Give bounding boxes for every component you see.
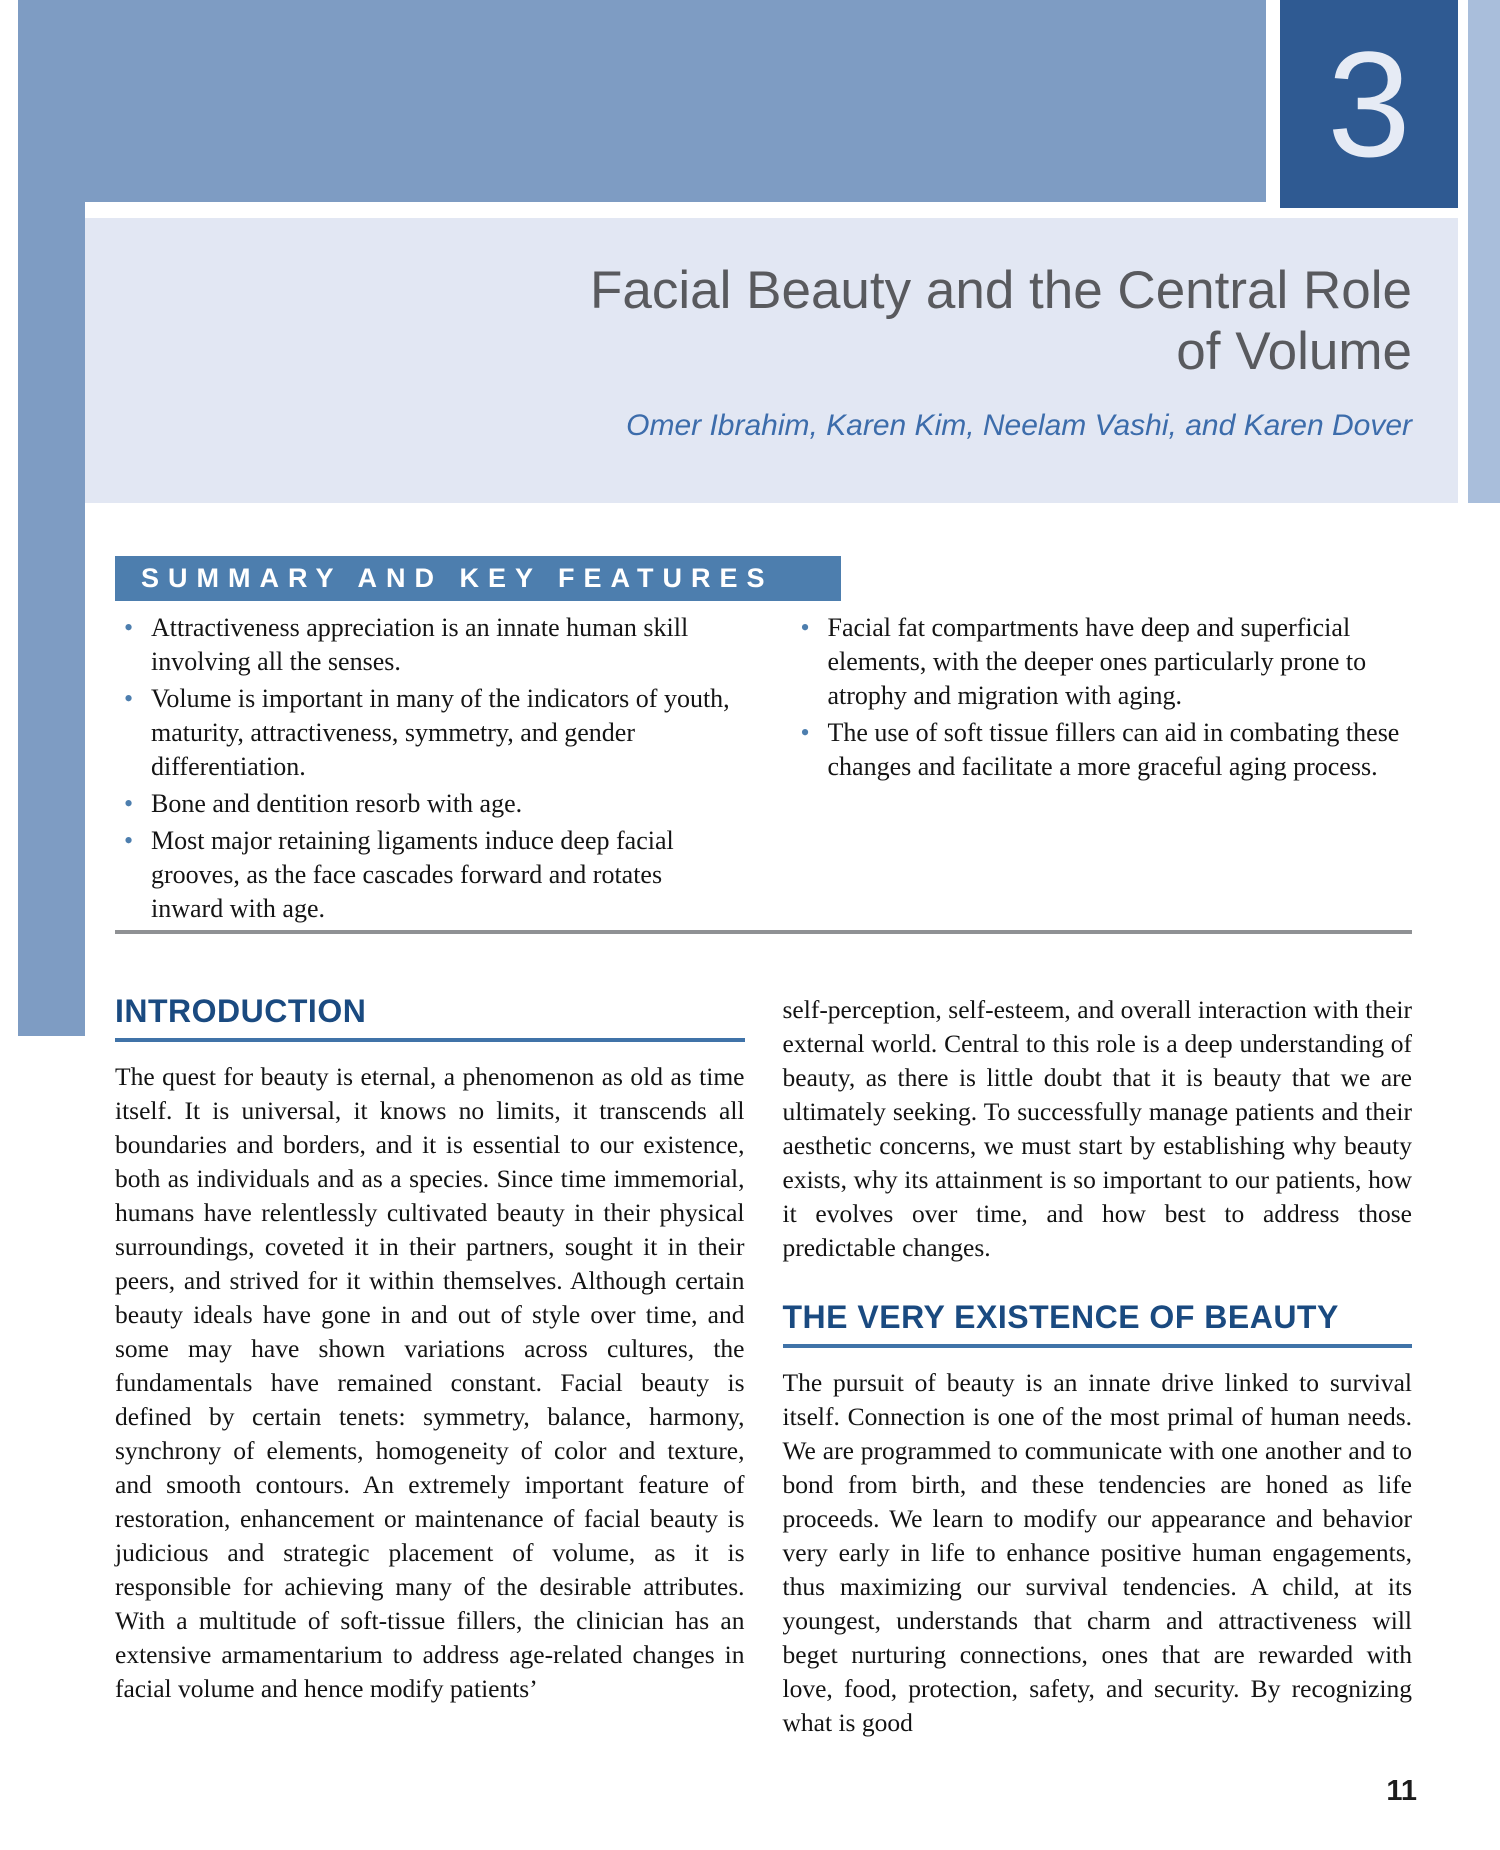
existence-paragraph: The pursuit of beauty is an innate drive linked to survival itself. Connection is one of the most primal of human needs. We are programmed to communicate with one another and to bond from birth, and these tendencies are honed as life proceeds. We learn to modify our appearance and behavior very early in life to enhance positive human engagements, thus maximizing our survival tendencies. A child, at its youngest, understands that charm and attractiveness will beget nurturing connections, ones that are rewarded with love, food, protection, safety, and security. By recognizing what is good: [782, 1368, 1412, 1737]
bullet-item: • Volume is important in many of the indicators of youth, maturity, attractiveness, symmetry, and gender differentiation.: [115, 682, 736, 784]
summary-bullet-list-left: [115, 611, 736, 926]
bullet-item: • The use of soft tissue fillers can aid in combating these changes and facilitate a more graceful aging process.: [792, 716, 1413, 784]
chapter-title-panel: [85, 218, 1458, 503]
page-number: 11: [1386, 1775, 1417, 1807]
body-column-left: [115, 993, 745, 1740]
introduction-heading: INTRODUCTION: [115, 993, 745, 1042]
summary-columns: [115, 611, 1412, 929]
summary-section: [115, 556, 1412, 929]
introduction-paragraph: The quest for beauty is eternal, a phenomenon as old as time itself. It is universal, it knows no limits, it transcends all boundaries and borders, and it is essential to our existence, both as individuals and as a species. Since time immemorial, humans have relentlessly cultivated beauty in their physical surroundings, coveted it in their partners, sought it in their peers, and strived for it within themselves. Although certain beauty ideals have gone in and out of style over time, and some may have shown variations across cultures, the fundamentals have remained constant. Facial beauty is defined by certain tenets: symmetry, balance, harmony, synchrony of elements, homogeneity of color and texture, and smooth contours. An extremely important feature of restoration, enhancement or maintenance of facial beauty is judicious and strategic placement of volume, as it is responsible for achieving many of the desirable attributes. With a multitude of soft-tissue fillers, the clinician has an extensive armamentarium to address age-related changes in facial volume and hence modify patients’: [115, 1062, 745, 1703]
continuation-paragraph: self-perception, self-esteem, and overall interaction with their external world. Central to this role is a deep understanding of beauty, as there is little doubt that it is beauty that we are ultimately seeking. To successfully manage patients and their aesthetic concerns, we must start by establishing why beauty exists, why its attainment is so important to our patients, how it evolves over time, and how best to address those predictable changes.: [782, 995, 1412, 1262]
body-columns: [115, 993, 1412, 1740]
chapter-title-line1: Facial Beauty and the Central Role: [590, 261, 1412, 320]
chapter-number-box: [1280, 0, 1458, 208]
chapter-number: 3: [1327, 20, 1411, 188]
right-accent-strip: [1468, 0, 1500, 503]
chapter-title-line2: of Volume: [1176, 322, 1412, 382]
body-column-right: [783, 993, 1413, 1740]
chapter-title: [85, 260, 1412, 383]
existence-heading: THE VERY EXISTENCE OF BEAUTY: [783, 1299, 1413, 1348]
chapter-authors: Omer Ibrahim, Karen Kim, Neelam Vashi, and Karen Dover: [626, 408, 1412, 442]
summary-column-right: [792, 611, 1413, 929]
header-band: [18, 0, 1266, 202]
summary-bullet-list-right: [792, 611, 1413, 784]
divider-rule: [115, 930, 1412, 934]
left-margin-stripe: [18, 0, 85, 1036]
bullet-item: • Bone and dentition resorb with age.: [115, 787, 736, 821]
bullet-item: • Attractiveness appreciation is an innate human skill involving all the senses.: [115, 611, 736, 679]
summary-heading: SUMMARY AND KEY FEATURES: [141, 563, 774, 593]
bullet-item: • Most major retaining ligaments induce deep facial grooves, as the face cascades forward and rotates inward with age.: [115, 824, 736, 926]
summary-column-left: [115, 611, 736, 929]
bullet-item: • Facial fat compartments have deep and superficial elements, with the deeper ones particularly prone to atrophy and migration with aging.: [792, 611, 1413, 713]
summary-heading-bar: [115, 556, 841, 601]
